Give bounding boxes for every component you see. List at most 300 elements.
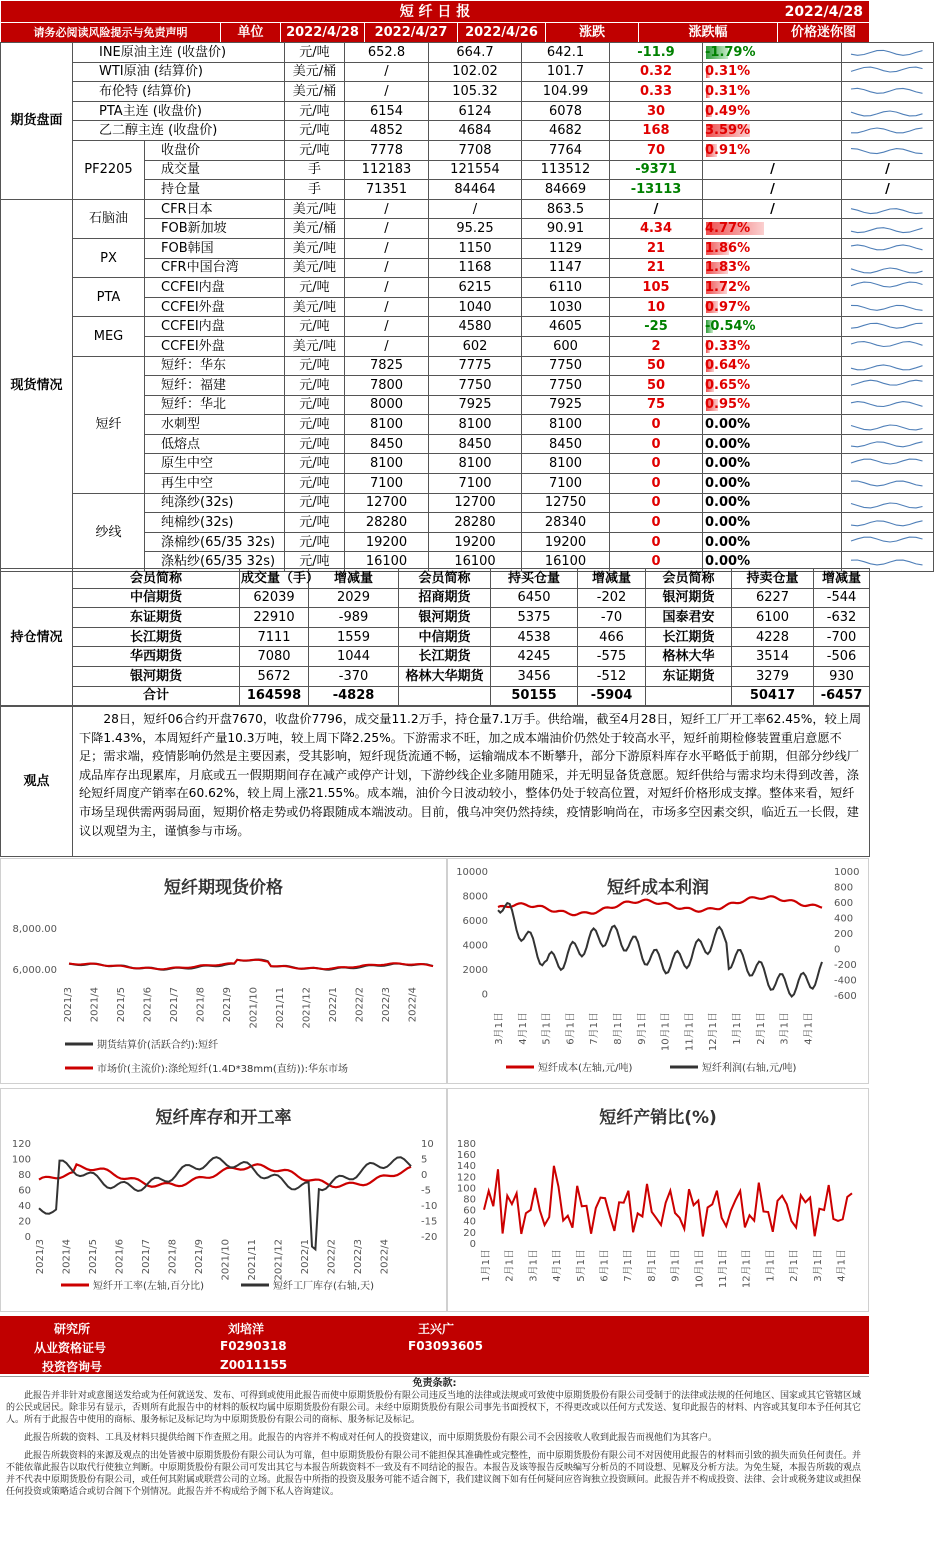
position-cell: -544 (814, 588, 870, 608)
value-d3: 6078 (522, 101, 610, 121)
change: 0 (610, 454, 703, 474)
item-name: CCFEI外盘 (145, 297, 285, 317)
report-title: 短 纤 日 报 2022/4/28 (1, 1, 870, 23)
sparkline-cell (842, 415, 934, 435)
change: 0 (610, 434, 703, 454)
value-d2: 95.25 (429, 219, 522, 239)
pct-value: 1.72% (705, 279, 751, 295)
position-cell: -700 (814, 627, 870, 647)
y-tick-left: 160 (456, 1150, 476, 1162)
position-row (1, 608, 870, 628)
value-d3: 600 (522, 336, 610, 356)
y-tick-right: -20 (421, 1232, 438, 1243)
price-row (1, 356, 934, 376)
position-cell: 持买仓量 (491, 569, 578, 589)
report-header (0, 0, 870, 23)
value-d2: 121554 (429, 160, 522, 180)
position-cell: -202 (578, 588, 646, 608)
value-d3: 8450 (522, 434, 610, 454)
position-cell: 招商期货 (399, 588, 491, 608)
sparkline-cell (842, 238, 934, 258)
disclaimer-link[interactable]: 请务必阅读风险提示与免责声明 (1, 23, 221, 43)
value-d1: 19200 (345, 532, 429, 552)
group-label: PX (73, 238, 145, 277)
x-tick: 2021/3 (35, 1239, 46, 1275)
value-d2: 7925 (429, 395, 522, 415)
value-d1: 12700 (345, 493, 429, 513)
y-tick-right: 0 (834, 944, 841, 956)
x-tick: 9月1日 (670, 1249, 682, 1282)
y-tick-left: 120 (456, 1172, 476, 1184)
pct-bar-cell (703, 317, 842, 337)
position-cell: 持卖仓量 (732, 569, 814, 589)
position-cell: -6457 (814, 686, 870, 706)
sparkline-cell (842, 317, 934, 337)
item-name: CFR中国台湾 (145, 258, 285, 278)
item-name: 纯棉纱(32s) (145, 513, 285, 533)
value-d2: 12700 (429, 493, 522, 513)
y-tick-left: 20 (18, 1216, 31, 1228)
value-d3: 6110 (522, 278, 610, 298)
position-cell: 合计 (73, 686, 240, 706)
x-tick: 11月1日 (718, 1249, 729, 1289)
value-d3: 7764 (522, 140, 610, 160)
x-tick: 2021/5 (88, 1239, 99, 1275)
position-cell: 50155 (491, 686, 578, 706)
sparkline-cell (842, 356, 934, 376)
position-cell: 6450 (491, 588, 578, 608)
chart-inventory-title: 短纤库存和开工率 (155, 1108, 292, 1128)
value-d2: 102.02 (429, 62, 522, 82)
value-d3: 1129 (522, 238, 610, 258)
sparkline-cell (842, 493, 934, 513)
chart-price (0, 858, 447, 1084)
sparkline (849, 202, 927, 216)
pct-bar-cell (703, 160, 842, 180)
value-d3: 1030 (522, 297, 610, 317)
x-tick: 2021/9 (222, 987, 233, 1023)
pct-value: / (770, 181, 775, 197)
change: 75 (610, 395, 703, 415)
change: 0 (610, 474, 703, 494)
pct-bar-cell (703, 219, 842, 239)
value-d2: 84464 (429, 180, 522, 200)
sparkline-cell (842, 532, 934, 552)
x-tick: 2021/9 (194, 1239, 205, 1275)
price-row (1, 238, 934, 258)
position-cell (399, 686, 491, 706)
position-cell: 中信期货 (399, 627, 491, 647)
x-tick: 2021/11 (275, 987, 286, 1029)
pct-value: 0.95% (705, 397, 751, 413)
sparkline (849, 398, 927, 412)
x-tick: 7月1日 (623, 1249, 635, 1282)
pct-value: 0.00% (705, 475, 751, 491)
pct-bar-cell (703, 474, 842, 494)
x-tick: 3月1日 (528, 1249, 540, 1282)
change: 0.32 (610, 62, 703, 82)
pct-value: 0.33% (705, 338, 751, 354)
price-row (1, 101, 934, 121)
pct-value: 3.59% (705, 123, 751, 139)
section-spot: 现货情况 (1, 199, 73, 571)
x-tick: 4月1日 (836, 1249, 848, 1282)
position-cell: -575 (578, 647, 646, 667)
value-d2: 1150 (429, 238, 522, 258)
position-cell: 5375 (491, 608, 578, 628)
value-d2: / (429, 199, 522, 219)
y-tick: 8,000.00 (12, 924, 57, 935)
position-cell: 格林大华 (646, 647, 732, 667)
value-d3: 7750 (522, 376, 610, 396)
value-d3: 84669 (522, 180, 610, 200)
sparkline (849, 84, 927, 98)
y-tick-right: -15 (421, 1216, 438, 1228)
value-d2: 6124 (429, 101, 522, 121)
pct-bar-cell (703, 356, 842, 376)
x-tick: 2022/2 (354, 987, 366, 1023)
unit: 元/吨 (285, 552, 345, 572)
y-tick-right: 0 (421, 1170, 428, 1181)
value-d1: 4852 (345, 121, 429, 141)
x-tick: 2021/5 (116, 987, 127, 1023)
sparkline-cell: / (842, 180, 934, 200)
value-d2: 8100 (429, 454, 522, 474)
position-cell: 6227 (732, 588, 814, 608)
position-cell: 4228 (732, 627, 814, 647)
position-cell: -370 (309, 666, 399, 686)
view-text: 28日，短纤06合约开盘7670，收盘价7796，成交量11.2万手，持仓量7.1万手。供给端，截至4月28日，短纤工厂开工率62.45%，较上周下降1.43%，本周短纤产量10.3万吨，较上周下降2.25%。下游需求不旺，加之成本端油价仍然处于较高水平，短纤前期检修装置重启意愿不足；需求端，疫情影响仍然是主要因素，受其影响，短纤现货流通不畅，运输端成本不断攀升，部分下游原料库存水平略低于前期，但部分纱线厂成品库存出现累库，月底或五一假期期间存在减产或停产计划，下游纱线企业多随用随采，并无明显备货意愿。短纤供给与需求均未得到改善，涤纶短纤周度产销率在60.62%，较上周上涨21.55%。成本端，油价今日波动较小，整体仍处于较高位置，对短纤价格形成支撑。整体来看，短纤市场呈现供需两弱局面，短期价格走势或仍将跟随成本端波动。目前，俄乌冲突仍然持续，疫情影响尚在，市场多空因素交织，临近五一长假，建议以观望为主，谨慎参与市场。 (73, 707, 870, 857)
cert-label: 从业资格证号 (34, 1341, 107, 1355)
pct-value: 0.97% (705, 299, 751, 315)
sparkline-cell (842, 434, 934, 454)
y-tick-left: 180 (456, 1139, 476, 1150)
pct-value: 0.00% (705, 515, 751, 531)
col-pct: 涨跌幅 (639, 23, 778, 43)
legend-label: 短纤工厂库存(右轴,天) (273, 1281, 374, 1292)
change: -9371 (610, 160, 703, 180)
y-tick-left: 2000 (462, 965, 488, 976)
value-d2: 7775 (429, 356, 522, 376)
pct-bar-cell (703, 199, 842, 219)
pct-value: 0.65% (705, 377, 751, 393)
pct-value: / (770, 162, 775, 178)
value-d1: / (345, 62, 429, 82)
position-cell: 7111 (240, 627, 309, 647)
inv-1: Z0011155 (220, 1358, 288, 1372)
sparkline (849, 535, 927, 549)
pct-bar-cell (703, 532, 842, 552)
position-cell: 东证期货 (73, 608, 240, 628)
x-tick: 1月1日 (481, 1249, 492, 1282)
sparkline-cell (842, 454, 934, 474)
value-d1: / (345, 336, 429, 356)
series-sales-ratio (484, 1166, 852, 1237)
cert-2: F03093605 (408, 1339, 483, 1353)
x-tick: 1月1日 (765, 1249, 777, 1282)
pct-value: 0.00% (705, 436, 751, 452)
position-cell: 长江期货 (73, 627, 240, 647)
position-table (0, 568, 870, 706)
x-tick: 2022/3 (353, 1239, 364, 1275)
unit: 美元/吨 (285, 238, 345, 258)
value-d1: 8100 (345, 415, 429, 435)
x-tick: 7月1日 (589, 1012, 601, 1045)
change: 0 (610, 552, 703, 572)
x-tick: 12月1日 (741, 1249, 753, 1289)
inv-label: 投资咨询号 (42, 1360, 103, 1374)
value-d3: 16100 (522, 552, 610, 572)
unit: 元/吨 (285, 101, 345, 121)
item-name: 原生中空 (145, 454, 285, 474)
sparkline (849, 143, 927, 157)
unit: 美元/桶 (285, 62, 345, 82)
x-tick: 2021/4 (89, 987, 101, 1023)
position-cell: 3456 (491, 666, 578, 686)
item-name: 短纤：华北 (145, 395, 285, 415)
x-tick: 1月1日 (732, 1012, 743, 1045)
position-row (1, 686, 870, 706)
x-tick: 8月1日 (646, 1249, 658, 1282)
sparkline-cell (842, 278, 934, 298)
cert-1: F0290318 (220, 1339, 287, 1353)
unit: 元/吨 (285, 513, 345, 533)
price-row (1, 62, 934, 82)
change: 0 (610, 415, 703, 435)
legend-label: 市场价(主流价):涤纶短纤(1.4D*38mm(直纺)):华东市场 (97, 1064, 348, 1075)
disclaimer (0, 1376, 869, 1566)
price-row (1, 493, 934, 513)
pct-value: -1.79% (705, 44, 756, 60)
footer-org: 研究所 (54, 1322, 91, 1336)
y-tick-left: 20 (463, 1227, 476, 1239)
y-tick-left: 100 (456, 1183, 476, 1195)
change: / (610, 199, 703, 219)
unit: 元/吨 (285, 43, 345, 63)
x-tick: 2021/8 (195, 987, 207, 1023)
y-tick-left: 40 (463, 1216, 476, 1228)
x-tick: 4月1日 (517, 1012, 529, 1045)
value-d1: 7800 (345, 376, 429, 396)
unit: 元/吨 (285, 376, 345, 396)
sparkline (849, 222, 927, 236)
analyst-footer (0, 1316, 869, 1374)
x-tick: 2021/6 (114, 1239, 126, 1275)
unit: 元/吨 (285, 454, 345, 474)
y-tick-left: 140 (456, 1161, 476, 1173)
sparkline (849, 241, 927, 255)
y-tick-left: 4000 (462, 940, 488, 952)
value-d2: 19200 (429, 532, 522, 552)
unit: 美元/桶 (285, 82, 345, 102)
sparkline (849, 280, 927, 294)
x-tick: 2月1日 (504, 1249, 516, 1282)
position-cell: 银河期货 (399, 608, 491, 628)
x-tick: 2021/11 (247, 1239, 258, 1281)
y-tick-right: 1000 (834, 867, 860, 878)
sparkline-cell (842, 474, 934, 494)
x-tick: 11月1日 (684, 1012, 696, 1052)
unit: 元/吨 (285, 317, 345, 337)
sparkline (849, 124, 927, 138)
group-label: 纱线 (73, 493, 145, 571)
pct-bar-cell (703, 258, 842, 278)
sparkline-cell (842, 82, 934, 102)
pct-bar-cell (703, 513, 842, 533)
pct-bar-cell (703, 101, 842, 121)
legend-label: 短纤成本(左轴,元/吨) (538, 1063, 633, 1074)
position-cell: 164598 (240, 686, 309, 706)
position-cell: -989 (309, 608, 399, 628)
unit: 元/吨 (285, 532, 345, 552)
value-d3: 104.99 (522, 82, 610, 102)
change: -25 (610, 317, 703, 337)
sparkline-cell (842, 297, 934, 317)
value-d1: / (345, 317, 429, 337)
change: 0.33 (610, 82, 703, 102)
value-d1: / (345, 297, 429, 317)
change: 70 (610, 140, 703, 160)
pct-value: / (770, 201, 775, 217)
sparkline-cell (842, 336, 934, 356)
x-tick: 8月1日 (613, 1012, 624, 1045)
position-cell: 2029 (309, 588, 399, 608)
value-d2: 8450 (429, 434, 522, 454)
value-d2: 1168 (429, 258, 522, 278)
sparkline-cell (842, 62, 934, 82)
item-name: CFR日本 (145, 199, 285, 219)
position-cell (646, 686, 732, 706)
unit: 元/吨 (285, 434, 345, 454)
pct-bar-cell (703, 395, 842, 415)
item-name: 水刺型 (145, 415, 285, 435)
pct-value: 0.91% (705, 142, 751, 158)
y-tick-right: 200 (834, 929, 854, 940)
col-date-1: 2022/4/28 (281, 23, 365, 43)
pct-bar-cell (703, 62, 842, 82)
unit: 美元/桶 (285, 219, 345, 239)
position-cell: 会员简称 (646, 569, 732, 589)
value-d3: 4605 (522, 317, 610, 337)
y-tick-left: 100 (11, 1154, 31, 1166)
value-d3: 101.7 (522, 62, 610, 82)
y-tick-left: 0 (24, 1232, 31, 1243)
value-d3: 7750 (522, 356, 610, 376)
value-d1: / (345, 278, 429, 298)
disclaimer-p2: 此报告所载的资料、工具及材料只提供给阁下作查照之用。此报告的内容并不构成对任何人的投资建议，而中原期货股份有限公司不会因接收人收到此报告而视他们为其客户。 (24, 1433, 718, 1443)
sparkline (849, 320, 927, 334)
legend-label: 短纤开工率(左轴,百分比) (93, 1281, 204, 1292)
x-tick: 2021/7 (169, 987, 180, 1023)
sparkline-cell (842, 376, 934, 396)
position-cell: 1559 (309, 627, 399, 647)
value-d1: 71351 (345, 180, 429, 200)
x-tick: 6月1日 (599, 1249, 611, 1282)
chart-sales-ratio (447, 1088, 869, 1312)
unit: 元/吨 (285, 356, 345, 376)
x-tick: 2021/12 (273, 1239, 285, 1281)
value-d2: 602 (429, 336, 522, 356)
position-cell: 50417 (732, 686, 814, 706)
price-row (1, 121, 934, 141)
item-name: FOB新加坡 (145, 219, 285, 239)
pct-value: 4.77% (705, 221, 751, 237)
price-row (1, 82, 934, 102)
value-d2: 1040 (429, 297, 522, 317)
pct-bar-cell (703, 82, 842, 102)
pct-bar-cell (703, 238, 842, 258)
y-tick: 6,000.00 (12, 965, 57, 976)
item-name: 再生中空 (145, 474, 285, 494)
sparkline-cell (842, 101, 934, 121)
unit: 美元/吨 (285, 199, 345, 219)
value-d3: 90.91 (522, 219, 610, 239)
col-change: 涨跌 (546, 23, 639, 43)
position-cell: 7080 (240, 647, 309, 667)
change: -13113 (610, 180, 703, 200)
x-tick: 10月1日 (660, 1012, 672, 1052)
position-cell: 5672 (240, 666, 309, 686)
y-tick-right: -600 (834, 991, 857, 1002)
item-name: 短纤：华东 (145, 356, 285, 376)
pct-value: 0.00% (705, 456, 751, 472)
change: 10 (610, 297, 703, 317)
series-inventory (39, 1157, 411, 1249)
item-name: 收盘价 (145, 140, 285, 160)
value-d3: 8100 (522, 454, 610, 474)
position-cell: 增减量 (309, 569, 399, 589)
position-cell: 22910 (240, 608, 309, 628)
pct-bar-cell (703, 415, 842, 435)
col-date-2: 2022/4/27 (365, 23, 458, 43)
y-tick-right: 5 (421, 1154, 428, 1166)
position-cell: 会员简称 (399, 569, 491, 589)
change: 50 (610, 376, 703, 396)
item-name: 布伦特 (结算价) (73, 82, 285, 102)
unit: 元/吨 (285, 415, 345, 435)
value-d2: 16100 (429, 552, 522, 572)
x-tick: 10月1日 (694, 1249, 706, 1289)
position-cell: -506 (814, 647, 870, 667)
y-tick-left: 40 (18, 1201, 31, 1212)
position-row (1, 647, 870, 667)
pct-bar-cell (703, 121, 842, 141)
unit: 美元/吨 (285, 297, 345, 317)
sparkline (849, 359, 927, 373)
y-tick-right: -10 (421, 1201, 438, 1212)
y-tick-left: 0 (469, 1238, 476, 1250)
value-d1: 6154 (345, 101, 429, 121)
value-d2: 4684 (429, 121, 522, 141)
change: 4.34 (610, 219, 703, 239)
position-cell: -4828 (309, 686, 399, 706)
value-d1: / (345, 258, 429, 278)
change: 50 (610, 356, 703, 376)
position-cell: 东证期货 (646, 666, 732, 686)
column-header (0, 22, 870, 43)
disclaimer-p1: 此报告并非针对或意图送发给或为任何就送发、发布、可得到或使用此报告而使中原期货股份有限公司违反当地的法律或法规或可致使中原期货股份有限公司受制于的法律或法规的任何地区、国家或其它管辖区域的公民或居民。除非另有显示，否则所有此报告中的材料的版权均属中原期货股份有限公司。未经中原期货股份有限公司事先书面授权下，不得更改或以任何方式发送、复印此报告的材料、内容或其复印本予任何其它人。所有于此报告中使用的商标、服务标记及标记均为中原期货股份有限公司的商标、服务标记及标记。 (6, 1391, 862, 1425)
x-tick: 2022/1 (328, 987, 339, 1023)
x-tick: 5月1日 (541, 1012, 553, 1045)
sparkline (849, 65, 927, 79)
position-cell: 国泰君安 (646, 608, 732, 628)
pct-bar-cell (703, 297, 842, 317)
pf-label: PF2205 (73, 140, 145, 199)
pct-value: 1.83% (705, 260, 751, 276)
x-tick: 2022/4 (407, 987, 419, 1023)
position-row (1, 666, 870, 686)
change: 168 (610, 121, 703, 141)
